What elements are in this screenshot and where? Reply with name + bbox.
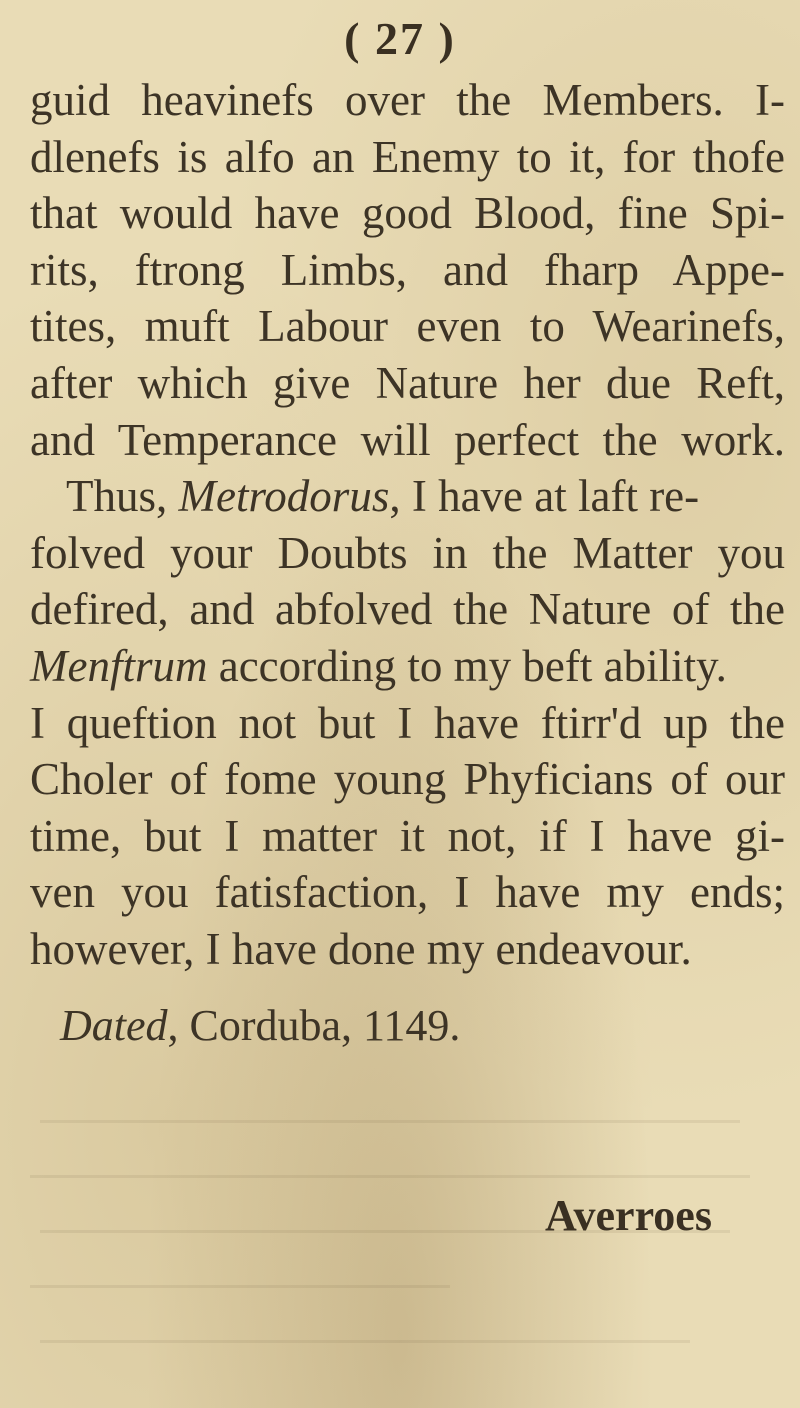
place-year: , Corduba, 1149. — [167, 1001, 461, 1050]
text-line: however, I have done my endeavour. — [30, 923, 692, 974]
text-line: I queftion not but I have ftirr'd up the — [30, 697, 785, 748]
text-line: tites, muft Labour even to Wearinefs, — [30, 301, 785, 352]
term-name: Menftrum — [30, 640, 208, 691]
page-body — [30, 72, 785, 978]
text-fragment: Thus, — [66, 471, 179, 522]
text-line: defired, and abfolved the Nature of the — [30, 584, 785, 635]
text-fragment: , I have at laft re- — [389, 471, 700, 522]
text-line: rits, ftrong Limbs, and fharp Appe- — [30, 244, 785, 295]
text-line — [30, 468, 785, 525]
text-line: ven you fatisfaction, I have my ends; — [30, 867, 785, 918]
text-line: Choler of fome young Phyficians of our — [30, 754, 785, 805]
text-line: time, but I matter it not, if I have gi- — [30, 810, 785, 861]
dateline — [60, 1000, 660, 1051]
text-line: after which give Nature her due Reft, — [30, 357, 785, 408]
addressee-name: Metrodorus — [178, 471, 390, 522]
page-number: ( 27 ) — [344, 13, 456, 64]
text-fragment: according to my beft ability. — [207, 640, 727, 691]
dated-word: Dated — [60, 1001, 168, 1050]
text-line: folved your Doubts in the Matter you — [30, 527, 785, 578]
text-line: and Temperance will perfect the work. — [30, 414, 785, 465]
text-line — [30, 638, 785, 695]
text-line: that would have good Blood, fine Spi- — [30, 188, 785, 239]
text-line: guid heavinefs over the Members. I- — [30, 75, 785, 125]
author-signature: Averroes — [545, 1191, 712, 1240]
text-line: dlenefs is alfo an Enemy to it, for thofe — [30, 131, 785, 182]
